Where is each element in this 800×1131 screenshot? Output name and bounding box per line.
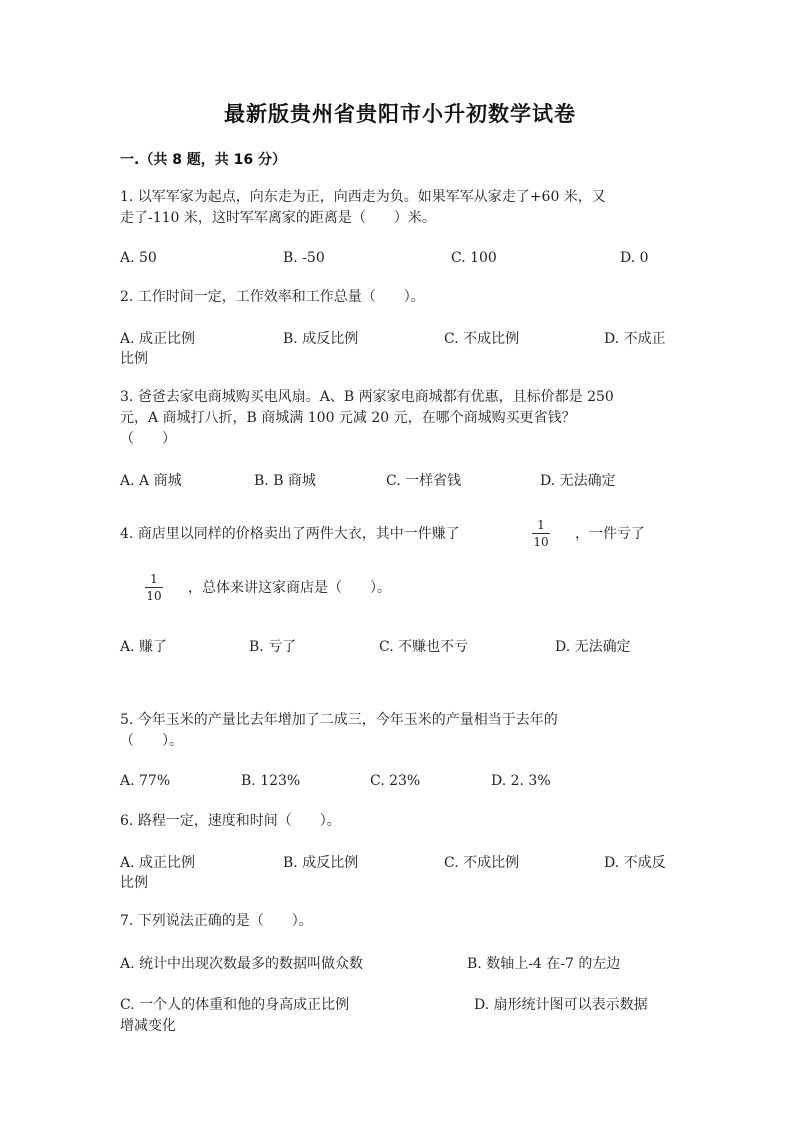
question-7-option-c: C. 一个人的体重和他的身高成正比例 — [120, 997, 350, 1013]
question-2-option-c: C. 不成比例 — [444, 331, 520, 347]
question-2-option-d: D. 不成正 — [604, 331, 666, 347]
question-5-option-a: A. 77% — [120, 773, 171, 789]
question-6-option-a: A. 成正比例 — [120, 855, 196, 871]
fraction-denominator: 10 — [533, 535, 549, 549]
fraction-denominator: 10 — [146, 589, 162, 603]
question-1-option-d: D. 0 — [620, 250, 649, 266]
question-4-option-a: A. 赚了 — [120, 639, 168, 655]
question-1-option-a: A. 50 — [120, 250, 157, 266]
question-1-line-1: 1. 以军军家为起点，向东走为正，向西走为负。如果军军从家走了+60 米，又 — [120, 189, 606, 205]
question-4-option-c: C. 不赚也不亏 — [379, 639, 469, 655]
question-5-option-d: D. 2. 3% — [491, 773, 551, 789]
question-4-part-2: ，一件亏了 — [575, 526, 645, 542]
question-6-option-b: B. 成反比例 — [283, 855, 359, 871]
question-7-line-1: 7. 下列说法正确的是（ ）。 — [120, 913, 313, 929]
question-3-line-2: 元，A 商城打八折，B 商城满 100 元减 20 元，在哪个商城购买更省钱？ — [120, 410, 576, 426]
question-2-option-a: A. 成正比例 — [120, 331, 196, 347]
question-5-line-1: 5. 今年玉米的产量比去年增加了二成三，今年玉米的产量相当于去年的 — [120, 712, 558, 728]
question-7-option-b: B. 数轴上-4 在-7 的左边 — [467, 956, 621, 972]
question-3-option-d: D. 无法确定 — [540, 473, 616, 489]
question-4-part-3: ，总体来讲这家商店是（ ）。 — [188, 580, 391, 596]
question-1-option-b: B. -50 — [283, 250, 325, 266]
question-2-option-d-cont: 比例 — [120, 351, 148, 367]
question-7-option-a: A. 统计中出现次数最多的数据叫做众数 — [120, 956, 364, 972]
question-6-line-1: 6. 路程一定，速度和时间（ ）。 — [120, 813, 341, 829]
question-6-option-d-cont: 比例 — [120, 875, 148, 891]
question-5-option-b: B. 123% — [241, 773, 301, 789]
question-6-option-d: D. 不成反 — [604, 855, 666, 871]
fraction-numerator: 1 — [150, 572, 158, 586]
question-2-line-1: 2. 工作时间一定，工作效率和工作总量（ ）。 — [120, 289, 425, 305]
fraction-bar — [532, 533, 550, 534]
fraction-one-tenth — [532, 518, 550, 549]
question-4-option-d: D. 无法确定 — [555, 639, 631, 655]
fraction-bar — [145, 587, 163, 588]
question-5-option-c: C. 23% — [370, 773, 421, 789]
question-3-option-c: C. 一样省钱 — [386, 473, 462, 489]
question-4-part-1: 4. 商店里以同样的价格卖出了两件大衣，其中一件赚了 — [120, 526, 460, 542]
question-3-option-a: A. A 商城 — [120, 473, 182, 489]
question-5-line-2: （ ）。 — [120, 733, 183, 749]
fraction-one-tenth — [145, 572, 163, 603]
fraction-numerator: 1 — [537, 518, 545, 532]
question-7-option-d: D. 扇形统计图可以表示数据 — [474, 997, 648, 1013]
question-3-line-3: （ ） — [120, 431, 176, 447]
question-1-option-c: C. 100 — [451, 250, 497, 266]
question-3-line-1: 3. 爸爸去家电商城购买电风扇。A、B 两家家电商城都有优惠，且标价都是 250 — [120, 389, 614, 405]
question-3-option-b: B. B 商城 — [254, 473, 316, 489]
question-7-option-d-cont: 增减变化 — [120, 1018, 176, 1034]
question-6-option-c: C. 不成比例 — [444, 855, 520, 871]
section-header: 一.（共 8 题，共 16 分） — [120, 152, 287, 168]
question-1-line-2: 走了-110 米，这时军军离家的距离是（ ）米。 — [120, 210, 436, 226]
question-2-option-b: B. 成反比例 — [283, 331, 359, 347]
question-4-option-b: B. 亏了 — [249, 639, 297, 655]
page-title: 最新版贵州省贵阳市小升初数学试卷 — [224, 102, 576, 126]
